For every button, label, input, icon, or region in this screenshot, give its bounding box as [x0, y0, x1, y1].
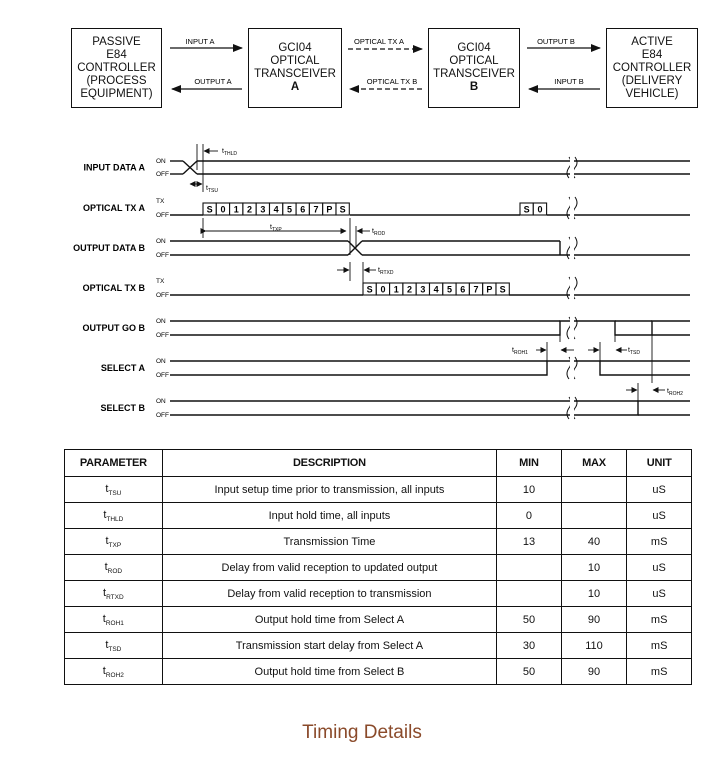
level-label-low: OFF	[156, 252, 169, 259]
header-unit: UNIT	[627, 450, 692, 477]
description-cell: Transmission Time	[162, 529, 496, 555]
min-cell: 50	[497, 607, 562, 633]
optical-tx-b-packet-cell-label: P	[486, 284, 493, 295]
transceiver-a-label: GCI04 OPTICAL TRANSCEIVER	[254, 42, 336, 80]
trod-label: $t_{ROD}$	[372, 228, 386, 237]
level-label-low: OFF	[156, 412, 169, 419]
max-cell: 90	[561, 607, 627, 633]
param-subscript: RTXD	[106, 593, 124, 601]
param-symbol: t	[103, 508, 107, 521]
param-subscript: ROH2	[105, 671, 124, 679]
param-symbol: t	[103, 586, 107, 599]
optical-tx-a-packet-cell-label: 1	[233, 204, 239, 215]
optical-tx-a-packet-cell-label: 2	[247, 204, 253, 215]
max-cell: 10	[561, 555, 627, 581]
param-symbol: t	[102, 664, 106, 677]
max-cell: 110	[561, 633, 627, 659]
param-subscript: THLD	[106, 515, 124, 523]
select-a-wave	[170, 361, 690, 375]
param-subscript: TSD	[108, 645, 122, 653]
optical-tx-a-packet-cell-label: 3	[260, 204, 266, 215]
level-label-high: ON	[156, 158, 166, 165]
level-label-low: OFF	[156, 372, 169, 379]
header-parameter: PARAMETER	[65, 450, 163, 477]
output-a-label: OUTPUT A	[194, 77, 232, 86]
min-cell	[497, 581, 562, 607]
signal-label: SELECT B	[100, 403, 145, 413]
param-symbol: t	[105, 638, 109, 651]
param-subscript: TXP	[108, 541, 122, 549]
select-b-wave	[170, 401, 690, 415]
output-b-label: OUTPUT B	[537, 37, 575, 46]
unit-cell: uS	[627, 581, 692, 607]
optical-tx-a-packet-cell-label: 4	[273, 204, 279, 215]
min-cell: 13	[497, 529, 562, 555]
param-cell	[65, 607, 163, 633]
header-min: MIN	[497, 450, 562, 477]
optical-tx-a-short-packet-cell-label: 0	[537, 204, 543, 215]
min-cell: 30	[497, 633, 562, 659]
param-symbol: t	[105, 534, 109, 547]
unit-cell: mS	[627, 633, 692, 659]
break-gap	[570, 276, 574, 300]
optical-tx-b-packet-cell-label: 5	[446, 284, 452, 295]
level-label-low: OFF	[156, 292, 169, 299]
max-cell	[561, 503, 627, 529]
level-label-high: TX	[156, 278, 165, 285]
optical-tx-a-packet-cell-label: S	[339, 204, 346, 215]
unit-cell: uS	[627, 477, 692, 503]
troh1-label: $t_{ROH1}$	[512, 347, 528, 356]
param-symbol: t	[105, 482, 109, 495]
thld-label: $t_{THLD}$	[222, 148, 238, 157]
tsu-label: $t_{TSU}$	[206, 185, 218, 194]
txp-label: $t_{TXP}$	[270, 224, 282, 233]
time-break-mark	[567, 156, 577, 179]
optical-tx-b-label: OPTICAL TX B	[366, 77, 418, 86]
break-gap	[570, 236, 574, 260]
optical-tx-a-packet-cell-label: 5	[286, 204, 292, 215]
break-gap	[570, 316, 574, 340]
table-row	[65, 503, 692, 529]
param-cell	[65, 581, 163, 607]
time-break-mark	[567, 196, 577, 220]
table-row	[65, 581, 692, 607]
time-break-mark	[567, 276, 577, 300]
optical-tx-a-packet-cell-label: 6	[300, 204, 306, 215]
param-subscript: ROH1	[105, 619, 124, 627]
unit-cell: mS	[627, 659, 692, 685]
signal-label: INPUT DATA A	[83, 162, 145, 173]
min-cell: 10	[497, 477, 562, 503]
table-row	[65, 529, 692, 555]
optical-tx-b-packet-cell-label: S	[499, 284, 506, 295]
unit-cell: uS	[627, 503, 692, 529]
ttsd-label: $t_{TSD}$	[628, 347, 640, 356]
optical-tx-b-packet-cell-label: 0	[380, 284, 386, 295]
time-break-mark	[567, 396, 577, 420]
description-cell: Input hold time, all inputs	[162, 503, 496, 529]
optical-tx-a-label: OPTICAL TX A	[353, 37, 405, 46]
troh2-label: $t_{ROH2}$	[667, 388, 683, 397]
max-cell: 90	[561, 659, 627, 685]
transceiver-b-letter: B	[469, 81, 479, 93]
active-controller-label: ACTIVE E84 CONTROLLER (DELIVERY VEHICLE)	[612, 35, 692, 100]
optical-tx-b-packet-cell-label: 3	[420, 284, 426, 295]
description-cell: Delay from valid reception to transmission	[162, 581, 496, 607]
level-label-high: ON	[156, 238, 166, 245]
param-cell	[65, 555, 163, 581]
optical-tx-a-packet-cell-label: 7	[313, 204, 319, 215]
unit-cell: uS	[627, 555, 692, 581]
signal-label: SELECT A	[100, 363, 145, 373]
table-row	[65, 607, 692, 633]
max-cell	[561, 477, 627, 503]
table-row	[65, 633, 692, 659]
level-label-low: OFF	[156, 171, 169, 178]
table-row	[65, 659, 692, 685]
input-b-label: INPUT B	[554, 77, 584, 86]
transceiver-a-letter: A	[290, 81, 300, 93]
description-cell: Delay from valid reception to updated output	[162, 555, 496, 581]
time-break-mark	[567, 236, 577, 260]
signal-label: OPTICAL TX A	[82, 203, 145, 213]
param-cell	[65, 529, 163, 555]
description-cell: Input setup time prior to transmission, all inputs	[162, 477, 496, 503]
param-subscript: TSU	[108, 489, 122, 497]
min-cell: 0	[497, 503, 562, 529]
table-row	[65, 555, 692, 581]
break-gap	[570, 196, 574, 220]
optical-tx-a-short-packet-cell-label: S	[523, 204, 530, 215]
page-caption: Timing Details	[302, 722, 422, 743]
trtxd-label: $t_{RTXD}$	[378, 267, 394, 276]
output-go-b-wave	[170, 321, 690, 335]
timing-parameters-table	[64, 449, 692, 685]
param-cell	[65, 477, 163, 503]
description-cell: Transmission start delay from Select A	[162, 633, 496, 659]
optical-tx-b-packet-cell-label: S	[366, 284, 373, 295]
unit-cell: mS	[627, 607, 692, 633]
min-cell	[497, 555, 562, 581]
level-label-high: ON	[156, 398, 166, 405]
header-max: MAX	[561, 450, 627, 477]
table-header-row	[65, 450, 692, 477]
header-description: DESCRIPTION	[162, 450, 496, 477]
level-label-high: TX	[156, 198, 165, 205]
level-label-high: ON	[156, 358, 166, 365]
optical-tx-b-packet-cell-label: 2	[407, 284, 413, 295]
break-gap	[570, 396, 574, 420]
table-row	[65, 477, 692, 503]
optical-tx-b-packet-cell-label: 4	[433, 284, 439, 295]
passive-controller-label: PASSIVE E84 CONTROLLER (PROCESS EQUIPMENT)	[77, 35, 156, 100]
level-label-high: ON	[156, 318, 166, 325]
break-gap	[570, 156, 574, 179]
max-cell: 40	[561, 529, 627, 555]
min-cell: 50	[497, 659, 562, 685]
optical-tx-b-packet-cell-label: 6	[460, 284, 466, 295]
signal-label: OUTPUT GO B	[82, 323, 145, 333]
param-subscript: ROD	[107, 567, 123, 575]
param-cell	[65, 659, 163, 685]
time-break-mark	[567, 356, 577, 380]
optical-tx-a-packet-cell-label: S	[206, 204, 213, 215]
param-symbol: t	[104, 560, 108, 573]
param-symbol: t	[102, 612, 106, 625]
description-cell: Output hold time from Select B	[162, 659, 496, 685]
signal-label: OUTPUT DATA B	[73, 243, 145, 253]
level-label-low: OFF	[156, 332, 169, 339]
transceiver-b-label: GCI04 OPTICAL TRANSCEIVER	[433, 42, 515, 80]
description-cell: Output hold time from Select A	[162, 607, 496, 633]
level-label-low: OFF	[156, 212, 169, 219]
optical-tx-b-packet-cell-label: 1	[393, 284, 399, 295]
unit-cell: mS	[627, 529, 692, 555]
param-cell	[65, 633, 163, 659]
optical-tx-a-packet-cell-label: P	[326, 204, 333, 215]
time-break-mark	[567, 316, 577, 340]
signal-label: OPTICAL TX B	[82, 283, 145, 293]
max-cell: 10	[561, 581, 627, 607]
param-cell	[65, 503, 163, 529]
optical-tx-b-packet-cell-label: 7	[473, 284, 479, 295]
input-a-label: INPUT A	[185, 37, 215, 46]
break-gap	[570, 356, 574, 380]
optical-tx-a-packet-cell-label: 0	[220, 204, 226, 215]
